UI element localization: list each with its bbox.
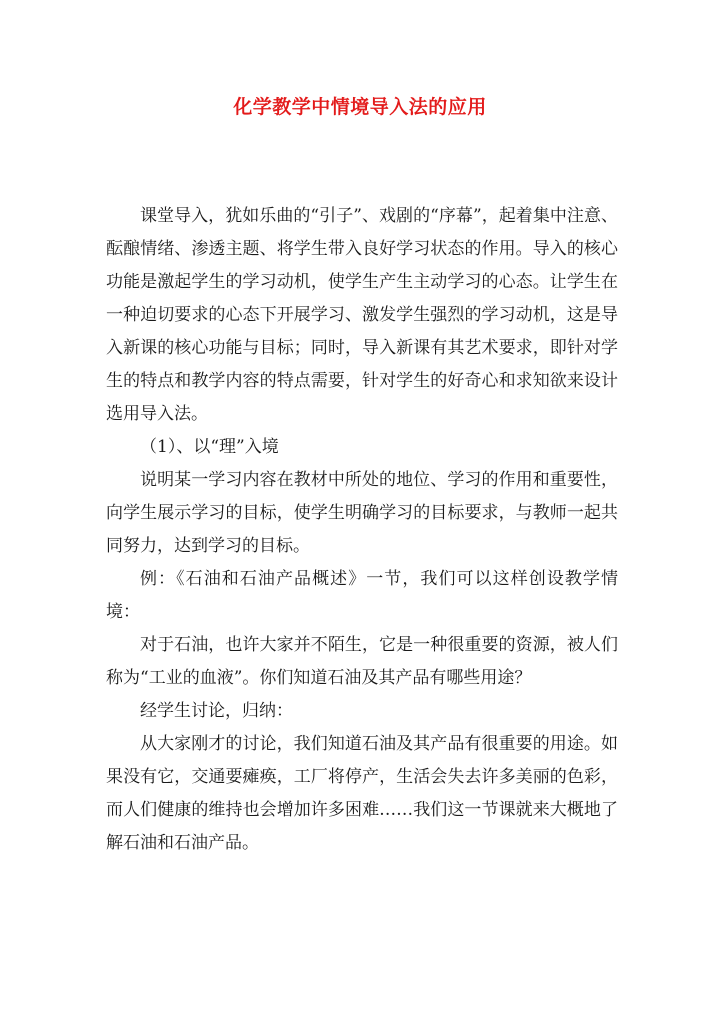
discussion-paragraph: 经学生讨论，归纳： xyxy=(140,701,293,721)
intro-paragraph: 课堂导入，犹如乐曲的“引子”、戏剧的“序幕”，起着集中注意、酝酿情绪、渗透主题、将学生带入良好学习状态的作用。导入的核心功能是激起学生的学习动机，使学生产生主动学习的心态。让学生在一种迫切要求的心态下开展学习、激发学生强烈的学习动机，这是导入新课的核心功能与目标；同时，导入新课有其艺术要求，即针对学生的特点和教学内容的特点需要，针对学生的好奇心和求知欲来设计选用导入法。 xyxy=(106,206,618,424)
section-heading: （1）、以“理”入境 xyxy=(140,437,279,457)
example-paragraph: 例：《石油和石油产品概述》一节，我们可以这样创设教学情境： xyxy=(106,569,618,622)
document-body xyxy=(106,200,618,860)
conclusion-paragraph: 从大家刚才的讨论，我们知道石油及其产品有很重要的用途。如果没有它，交通要瘫痪，工厂将停产，生活会失去许多美丽的色彩，而人们健康的维持也会增加许多困难……我们这一节课就来大概地了解石油和石油产品。 xyxy=(106,734,618,853)
document-title: 化学教学中情境导入法的应用 xyxy=(233,96,487,118)
explanation-paragraph: 说明某一学习内容在教材中所处的地位、学习的作用和重要性，向学生展示学习的目标，使学生明确学习的目标要求，与教师一起共同努力，达到学习的目标。 xyxy=(106,470,618,556)
petroleum-question-paragraph: 对于石油，也许大家并不陌生，它是一种很重要的资源，被人们称为“工业的血液”。你们知道石油及其产品有哪些用途？ xyxy=(106,635,618,688)
